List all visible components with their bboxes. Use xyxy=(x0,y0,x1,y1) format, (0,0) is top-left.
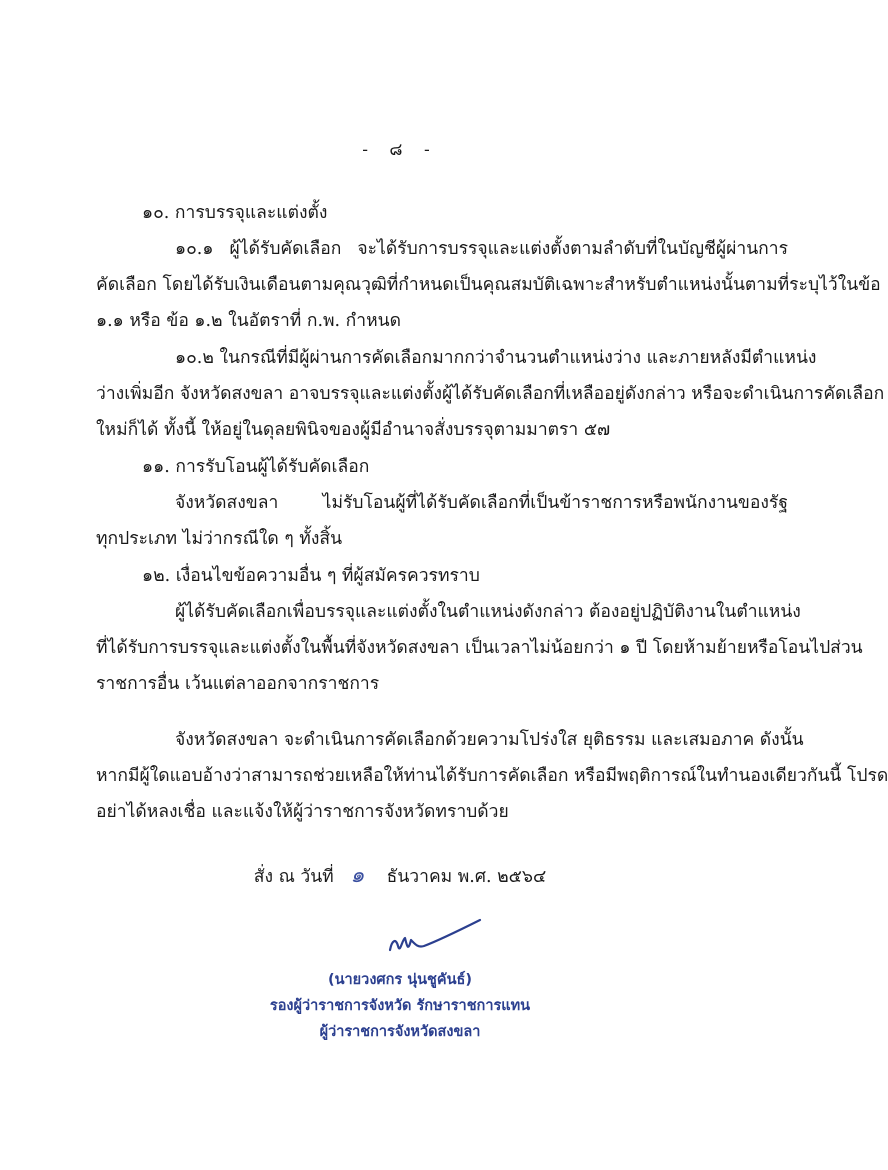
issue-date xyxy=(0,857,800,892)
handwritten-signature xyxy=(380,910,490,970)
signatory-name: (นายวงศกร นุ่นชูคันธ์) xyxy=(328,972,472,988)
para-10-2-line-3: ใหม่ก็ได้ ทั้งนี้ ให้อยู่ในดุลยพินิจของผู้มีอำนาจสั่งบรรจุตามมาตรา ๕๗ xyxy=(96,420,611,440)
para-12-line-2: ที่ได้รับการบรรจุและแต่งตั้งในพื้นที่จังหวัดสงขลา เป็นเวลาไม่น้อยกว่า ๑ ปี โดยห้ามย้ายหรือโอนไปส่วน xyxy=(96,638,863,658)
signatory-office: ผู้ว่าราชการจังหวัดสงขลา xyxy=(319,1024,481,1040)
date-day: ๑ xyxy=(350,863,365,888)
date-prefix: สั่ง ณ วันที่ xyxy=(253,867,334,887)
date-suffix: ธันวาคม พ.ศ. ๒๕๖๔ xyxy=(386,867,547,887)
para-10-1-line-2: คัดเลือก โดยได้รับเงินเดือนตามคุณวุฒิที่กำหนดเป็นคุณสมบัติเฉพาะสำหรับตำแหน่งนั้นตามที่ระบุไว้ในข้อ xyxy=(96,275,881,295)
para-10-1-line-1: ๑๐.๑ ผู้ได้รับคัดเลือก จะได้รับการบรรจุและแต่งตั้งตามลำดับที่ในบัญชีผู้ผ่านการ xyxy=(175,239,788,259)
section-10-heading: ๑๐. การบรรจุและแต่งตั้ง xyxy=(142,203,328,223)
para-10-1-line-3: ๑.๑ หรือ ข้อ ๑.๒ ในอัตราที่ ก.พ. กำหนด xyxy=(96,311,401,331)
closing-line-1: จังหวัดสงขลา จะดำเนินการคัดเลือกด้วยความโปร่งใส ยุติธรรม และเสมอภาค ดังนั้น xyxy=(175,730,804,750)
para-12-line-3: ราชการอื่น เว้นแต่ลาออกจากราชการ xyxy=(96,674,380,694)
section-11-heading: ๑๑. การรับโอนผู้ได้รับคัดเลือก xyxy=(142,457,370,477)
para-10-2-line-2: ว่างเพิ่มอีก จังหวัดสงขลา อาจบรรจุและแต่งตั้งผู้ได้รับคัดเลือกที่เหลืออยู่ดังกล่าว หรือจะดำเนินการคัดเลือก xyxy=(96,384,885,404)
para-12-line-1: ผู้ได้รับคัดเลือกเพื่อบรรจุและแต่งตั้งในตำแหน่งดังกล่าว ต้องอยู่ปฏิบัติงานในตำแหน่ง xyxy=(175,602,801,622)
closing-line-2: หากมีผู้ใดแอบอ้างว่าสามารถช่วยเหลือให้ท่านได้รับการคัดเลือก หรือมีพฤติการณ์ในทำนองเดียวกันนี้ โปรด xyxy=(96,766,888,786)
para-11-line-2: ทุกประเภท ไม่ว่ากรณีใด ๆ ทั้งสิ้น xyxy=(96,529,343,549)
para-11-line-1: จังหวัดสงขลา ไม่รับโอนผู้ที่ได้รับคัดเลือกที่เป็นข้าราชการหรือพนักงานของรัฐ xyxy=(175,493,788,513)
page-number: - ๘ - xyxy=(362,140,438,160)
section-12-heading: ๑๒. เงื่อนไขข้อความอื่น ๆ ที่ผู้สมัครควรทราบ xyxy=(142,566,480,586)
signatory-position: รองผู้ว่าราชการจังหวัด รักษาราชการแทน xyxy=(269,998,531,1014)
para-10-2-line-1: ๑๐.๒ ในกรณีที่มีผู้ผ่านการคัดเลือกมากกว่าจำนวนตำแหน่งว่าง และภายหลังมีตำแหน่ง xyxy=(175,348,817,368)
closing-line-3: อย่าได้หลงเชื่อ และแจ้งให้ผู้ว่าราชการจังหวัดทราบด้วย xyxy=(96,802,509,822)
